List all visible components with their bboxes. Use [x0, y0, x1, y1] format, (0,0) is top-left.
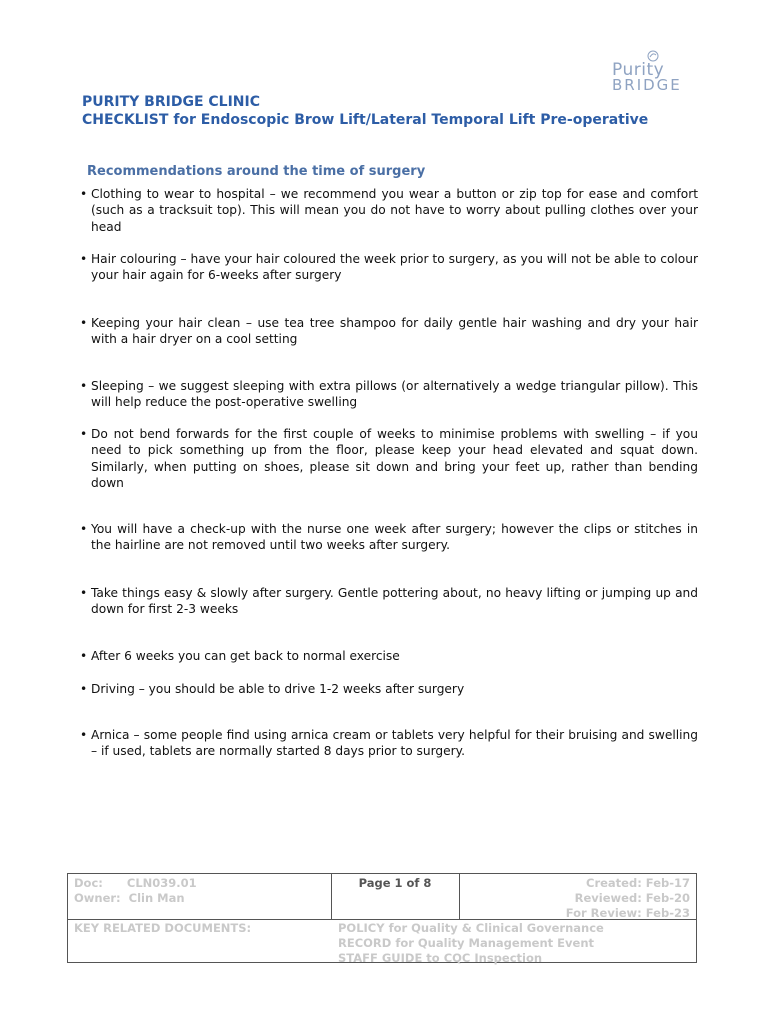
document-footer-table	[67, 873, 697, 963]
list-item-text: Hair colouring – have your hair coloured the week prior to surgery, as you will not be able to colour your hair again for 6-weeks after surgery	[91, 252, 698, 283]
list-item-text: Do not bend forwards for the first couple of weeks to minimise problems with swelling – if you need to pick something up from the floor, please keep your head elevated and squat down. Similarly, when putting on shoes, please sit down and bring your feet up, rather than bending down	[91, 427, 698, 491]
list-item	[80, 251, 698, 284]
created-date: Created: Feb-17	[586, 876, 690, 890]
logo-word-bridge: BRIDGE	[612, 76, 682, 94]
list-item	[80, 585, 698, 618]
doc-id-cell	[74, 876, 197, 906]
list-item-text: Keeping your hair clean – use tea tree shampoo for daily gentle hair washing and dry your hair with a hair dryer on a cool setting	[91, 316, 698, 347]
bullet-icon: •	[80, 586, 88, 600]
related-documents-list	[338, 921, 604, 966]
checklist-title: CHECKLIST for Endoscopic Brow Lift/Lateral Temporal Lift Pre-operative	[82, 112, 649, 128]
bullet-icon: •	[80, 522, 88, 536]
list-item-text: Clothing to wear to hospital – we recommend you wear a button or zip top for ease and comfort (such as a tracksuit top). This will mean you do not have to worry about pulling clothes over your head	[91, 187, 698, 234]
bullet-icon: •	[80, 316, 88, 330]
owner-label: Owner:	[74, 891, 121, 905]
list-item-text: Sleeping – we suggest sleeping with extra pillows (or alternatively a wedge triangular pillow). This will help reduce the post-operative swelling	[91, 379, 698, 410]
for-review-date: For Review: Feb-23	[565, 906, 690, 920]
clinic-name: PURITY BRIDGE CLINIC	[82, 94, 260, 110]
logo-word-purity: Purity	[612, 60, 665, 80]
bullet-icon: •	[80, 252, 88, 266]
doc-value: CLN039.01	[126, 876, 197, 890]
bullet-icon: •	[80, 187, 88, 201]
reviewed-date: Reviewed: Feb-20	[574, 891, 690, 905]
list-item-text: Take things easy & slowly after surgery. Gentle pottering about, no heavy lifting or jumping up and down for first 2-3 weeks	[91, 586, 698, 617]
related-document: RECORD for Quality Management Event	[338, 936, 595, 950]
bullet-icon: •	[80, 728, 88, 742]
list-item	[80, 681, 698, 697]
list-item-text: You will have a check-up with the nurse one week after surgery; however the clips or stitches in the hairline are not removed until two weeks after surgery.	[91, 522, 698, 553]
list-item	[80, 426, 698, 492]
list-item-text: After 6 weeks you can get back to normal exercise	[91, 649, 400, 663]
list-item	[80, 186, 698, 235]
owner-value: Clin Man	[128, 891, 185, 905]
clinic-logo	[610, 50, 700, 96]
list-item	[80, 315, 698, 348]
bullet-icon: •	[80, 379, 88, 393]
section-heading: Recommendations around the time of surgery	[87, 164, 426, 179]
bullet-icon: •	[80, 649, 88, 663]
doc-label: Doc:	[74, 876, 103, 890]
list-item	[80, 378, 698, 411]
bullet-icon: •	[80, 427, 88, 441]
page-number: Page 1 of 8	[358, 876, 432, 890]
list-item	[80, 648, 698, 664]
list-item-text: Driving – you should be able to drive 1-2 weeks after surgery	[91, 682, 465, 696]
key-related-documents-label: KEY RELATED DOCUMENTS:	[74, 921, 252, 935]
list-item-text: Arnica – some people find using arnica cream or tablets very helpful for their bruising and swelling – if used, tablets are normally started 8 days prior to surgery.	[91, 728, 698, 759]
list-item	[80, 727, 698, 760]
dates-cell	[566, 876, 690, 921]
list-item	[80, 521, 698, 554]
footer-divider	[459, 874, 460, 919]
document-title	[82, 93, 648, 129]
related-document: STAFF GUIDE to CQC Inspection	[338, 951, 543, 965]
related-document: POLICY for Quality & Clinical Governance	[338, 921, 604, 935]
bullet-icon: •	[80, 682, 88, 696]
